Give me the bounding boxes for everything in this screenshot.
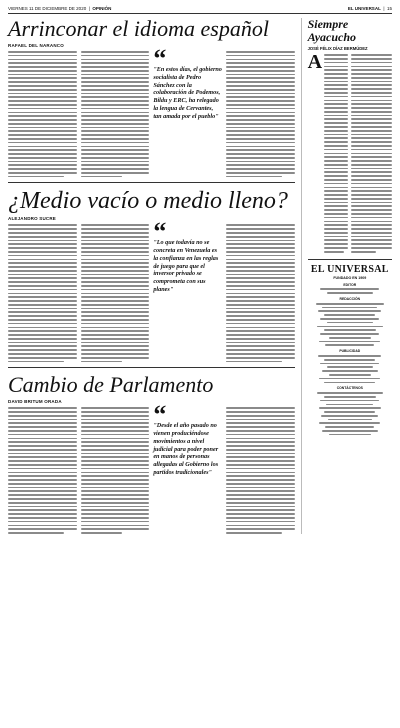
main-column xyxy=(8,18,295,534)
article-body-col-3 xyxy=(226,51,295,177)
staff-section-title: PUBLICIDAD xyxy=(339,349,361,354)
pullquote-block xyxy=(153,44,222,177)
masthead-page: 15 xyxy=(386,6,392,11)
masthead-right: EL UNIVERSAL | 15 xyxy=(347,6,392,11)
pullquote: "Lo que todavía no se concreta en Venezuela es la confianza en las reglas de juego para que el inversor privado se comprometa con sus planes" xyxy=(153,239,219,293)
sidebar-body xyxy=(307,51,392,252)
pullquote: "Desde el año pasado no vienen produciéndose movimientos a nivel judicial para poder poner en manos de personas allegadas al Gobierno los partidos tradicionales" xyxy=(153,422,219,476)
quote-mark-icon: “ xyxy=(153,44,167,73)
masthead-section: OPINIÓN xyxy=(92,6,112,11)
staff-section-title: CONTÁCTENOS xyxy=(336,386,363,391)
article-body-col-1 xyxy=(8,51,77,177)
article-body-col-1 xyxy=(8,224,77,362)
article-author: RAFAEL DEL NARANCO xyxy=(8,43,64,48)
pullquote: "En estos días, el gobierno socialista de Pedro Sánchez con la colaboración de Podemos, Bildu y ERC, ha relegado la lengua de Cervantes, tan amada por el pueblo" xyxy=(153,66,222,120)
staff-subtitle: FUNDADO EN 1909 xyxy=(333,275,367,280)
sidebar xyxy=(301,18,392,534)
article-2 xyxy=(8,189,295,362)
quote-mark-icon: “ xyxy=(153,400,167,430)
article-body-col-3 xyxy=(226,224,295,362)
article-author: ALEJANDRO SUCRE xyxy=(8,216,57,222)
staff-text xyxy=(308,283,392,436)
article-body-col-1 xyxy=(8,407,77,533)
dropcap: A xyxy=(307,51,323,74)
sidebar-author: JOSÉ FÉLIX DÍAZ BERMÚDEZ xyxy=(307,46,368,52)
article-title: Cambio de Parlamento xyxy=(8,372,214,398)
article-body-col-2 xyxy=(81,51,150,177)
staff-section-title: EDITOR xyxy=(343,282,357,287)
article-body-col-2 xyxy=(81,224,150,362)
pullquote-block xyxy=(153,400,222,533)
article-1 xyxy=(8,18,295,177)
article-author: DAVID BRITUM ORADA xyxy=(8,399,62,405)
article-3 xyxy=(8,374,295,533)
masthead-date: VIERNES 11 DE DICIEMBRE DE 2020 xyxy=(8,6,87,11)
masthead-left: VIERNES 11 DE DICIEMBRE DE 2020 | OPINIÓN xyxy=(8,6,112,11)
article-title: Arrinconar el idioma español xyxy=(8,16,269,41)
staff-title: EL UNIVERSAL xyxy=(310,263,389,275)
masthead xyxy=(8,6,392,14)
article-body-col-3 xyxy=(226,407,295,533)
article-body-col-2 xyxy=(81,407,150,533)
staff-section-title: REDACCIÓN xyxy=(339,296,361,301)
quote-mark-icon: “ xyxy=(153,217,167,247)
masthead-paper: EL UNIVERSAL xyxy=(347,6,381,11)
pullquote-block xyxy=(153,217,222,362)
sidebar-title: Siempre Ayacucho xyxy=(307,17,357,44)
article-title: ¿Medio vacío o medio lleno? xyxy=(8,188,288,215)
staff-box xyxy=(308,259,392,436)
